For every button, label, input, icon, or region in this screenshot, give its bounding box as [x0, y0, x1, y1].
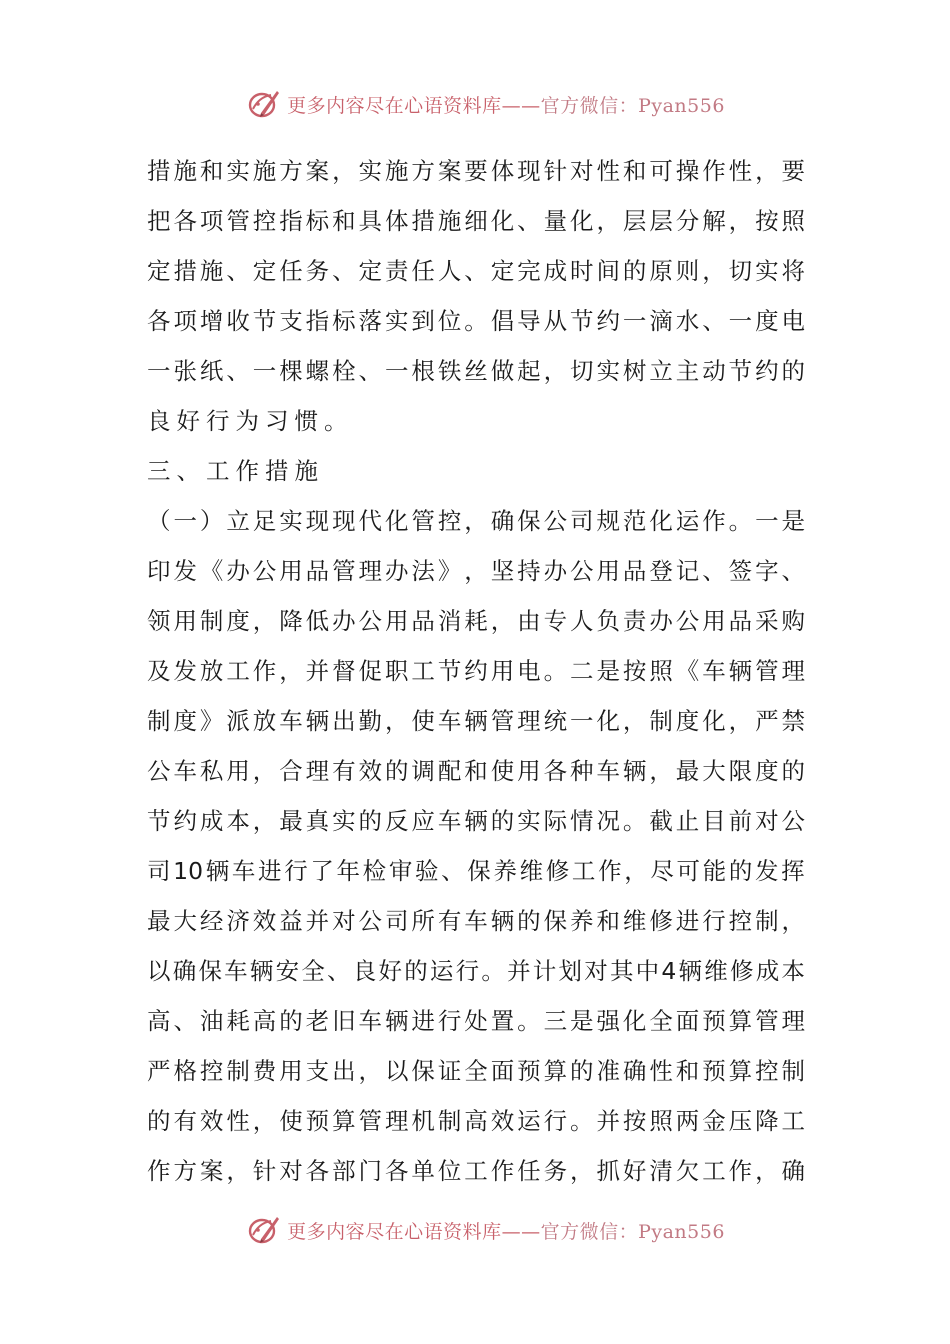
body-line: 以 确 保 车 辆 安 全 、 良 好 的 运 行 。 并 计 划 对 其 中 4 辆 维 修 成 本	[147, 957, 805, 985]
body-line: 节 约 成 本 ， 最 真 实 的 反 应 车 辆 的 实 际 情 况 。 截 止 目 前 对 公	[147, 807, 805, 835]
body-line: 定 措 施 、 定 任 务 、 定 责 任 人 、 定 完 成 时 间 的 原 则 ， 切 实 将	[147, 257, 805, 285]
footer-banner-suffix: 官方微信：Pyan556	[540, 1220, 725, 1243]
body-line: 严 格 控 制 费 用 支 出 ， 以 保 证 全 面 预 算 的 准 确 性 和 预 算 控 制	[147, 1057, 805, 1085]
footer-banner-text	[287, 1217, 725, 1244]
body-line: 良好行为习惯。	[147, 407, 354, 435]
pen-logo-icon	[247, 1213, 281, 1247]
header-banner-suffix: 官方微信：Pyan556	[540, 94, 725, 117]
body-line: 公 车 私 用 ， 合 理 有 效 的 调 配 和 使 用 各 种 车 辆 ， 最 大 限 度 的	[147, 757, 805, 785]
body-line: 各 项 增 收 节 支 指 标 落 实 到 位 。 倡 导 从 节 约 一 滴 水 、 一 度 电	[147, 307, 805, 335]
header-banner-title: 更多内容尽在心语资料库	[287, 94, 502, 117]
body-line: 三、工作措施	[147, 457, 324, 485]
body-line: 最 大 经 济 效 益 并 对 公 司 所 有 车 辆 的 保 养 和 维 修 进 行 控 制 ，	[147, 907, 805, 935]
body-line: 一 张 纸 、 一 棵 螺 栓 、 一 根 铁 丝 做 起 ， 切 实 树 立 主 动 节 约 的	[147, 357, 805, 385]
body-line: 领 用 制 度 ， 降 低 办 公 用 品 消 耗 ， 由 专 人 负 责 办 公 用 品 采 购	[147, 607, 805, 635]
body-line: 作 方 案 ， 针 对 各 部 门 各 单 位 工 作 任 务 ， 抓 好 清 欠 工 作 ， 确	[147, 1157, 805, 1185]
body-line: 及 发 放 工 作 ， 并 督 促 职 工 节 约 用 电 。 二 是 按 照 《 车 辆 管 理	[147, 657, 805, 685]
header-banner-text	[287, 91, 725, 118]
body-line: 高 、 油 耗 高 的 老 旧 车 辆 进 行 处 置 。 三 是 强 化 全 面 预 算 管 理	[147, 1007, 805, 1035]
document-body	[147, 146, 805, 1196]
body-line: 的 有 效 性 ， 使 预 算 管 理 机 制 高 效 运 行 。 并 按 照 两 金 压 降 工	[147, 1107, 805, 1135]
body-line: 措 施 和 实 施 方 案 ， 实 施 方 案 要 体 现 针 对 性 和 可 操 作 性 ， 要	[147, 157, 805, 185]
footer-banner-title: 更多内容尽在心语资料库	[287, 1220, 502, 1243]
body-line: 把 各 项 管 控 指 标 和 具 体 措 施 细 化 、 量 化 ， 层 层 分 解 ， 按 照	[147, 207, 805, 235]
pen-logo-icon	[247, 87, 281, 121]
footer-banner	[0, 1212, 950, 1248]
header-banner-inner	[247, 87, 725, 121]
body-line: 制 度 》 派 放 车 辆 出 勤 ， 使 车 辆 管 理 统 一 化 ， 制 度 化 ， 严 禁	[147, 707, 805, 735]
header-banner-dash: ——	[501, 94, 541, 117]
footer-banner-dash: ——	[501, 1220, 541, 1243]
header-banner	[0, 86, 950, 122]
footer-banner-inner	[247, 1213, 725, 1247]
body-line: 司 10 辆 车 进 行 了 年 检 审 验 、 保 养 维 修 工 作 ， 尽 可 能 的 发 挥	[147, 857, 805, 885]
body-line: 印 发 《 办 公 用 品 管 理 办 法 》 ， 坚 持 办 公 用 品 登 记 、 签 字 、	[147, 557, 805, 585]
body-line: （ 一 ） 立 足 实 现 现 代 化 管 控 ， 确 保 公 司 规 范 化 运 作 。 一 是	[147, 507, 805, 535]
